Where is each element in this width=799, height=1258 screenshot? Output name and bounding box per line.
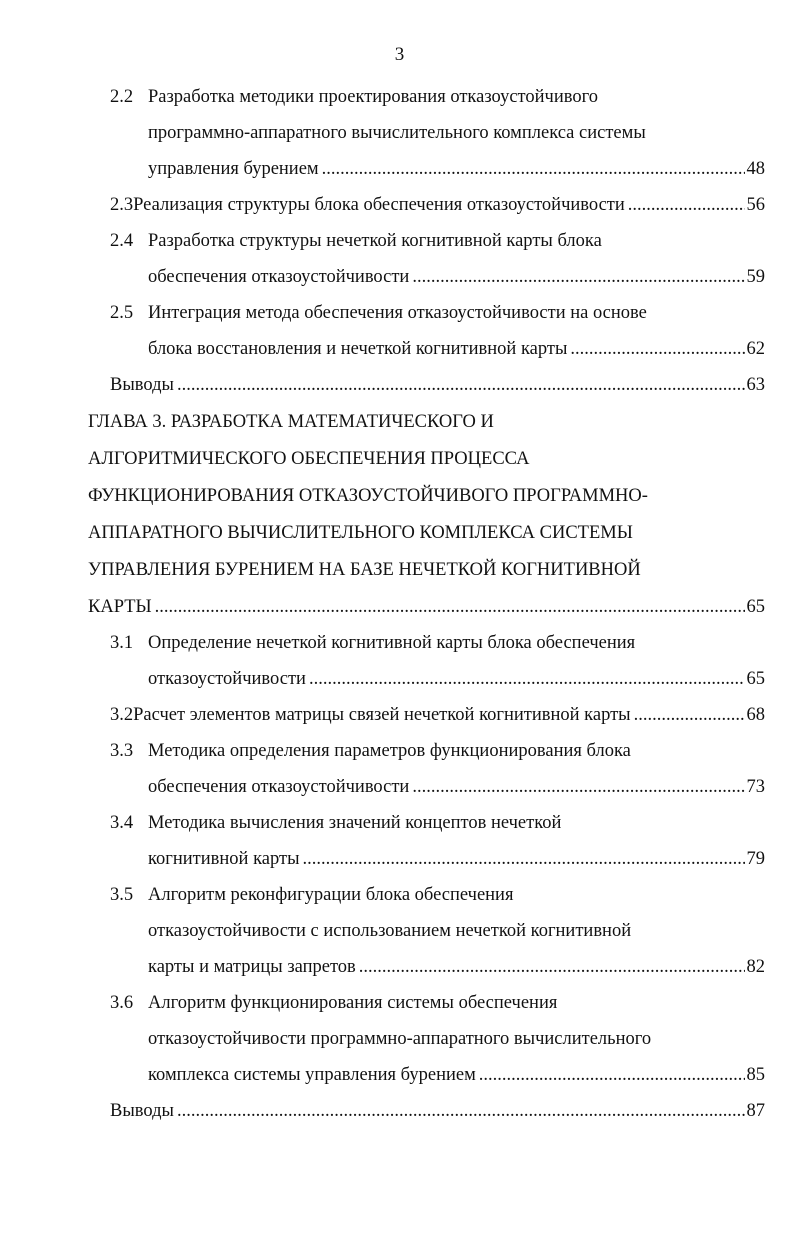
toc-entry-title: управления бурением (148, 159, 319, 179)
toc-entry-title: Методика вычисления значений концептов нечеткой (148, 813, 562, 833)
toc-entry-title: Методика определения параметров функционирования блока (148, 741, 631, 761)
toc-page-number: 62 (746, 339, 765, 359)
toc-entry-title: Расчет элементов матрицы связей нечеткой когнитивной карты (133, 705, 631, 725)
dot-leader (570, 336, 744, 362)
toc-chapter-title: АППАРАТНОГО ВЫЧИСЛИТЕЛЬНОГО КОМПЛЕКСА СИСТЕМЫ (88, 523, 633, 543)
dot-leader (309, 666, 745, 692)
toc-entry-3-5-line-1 (110, 882, 765, 908)
toc-entry-title: обеспечения отказоустойчивости (148, 267, 410, 287)
toc-chapter-3-line-1 (88, 409, 765, 435)
toc-entry-3-2 (110, 702, 765, 728)
toc-chapter-3-line-3 (88, 483, 765, 509)
toc-chapter-title: ФУНКЦИОНИРОВАНИЯ ОТКАЗОУСТОЙЧИВОГО ПРОГРАММНО- (88, 486, 648, 506)
dot-leader (322, 156, 745, 182)
toc-entry-2-4-line-1 (110, 228, 765, 254)
dot-leader (303, 846, 745, 872)
toc-entry-2-2-line-3 (148, 156, 765, 182)
toc-chapter-title: ГЛАВА 3. РАЗРАБОТКА МАТЕМАТИЧЕСКОГО И (88, 412, 494, 432)
toc-entry-3-5-line-3 (148, 954, 765, 980)
toc-entry-2-2-line-1 (110, 84, 765, 110)
dot-leader (634, 702, 745, 728)
toc-entry-3-6-line-1 (110, 990, 765, 1016)
toc-entry-title: Алгоритм функционирования системы обеспечения (148, 993, 558, 1013)
toc-entry-title: отказоустойчивости программно-аппаратного вычислительного (148, 1029, 652, 1049)
toc-chapter-3-line-4 (88, 520, 765, 546)
toc-entry-number: 2.2 (110, 87, 134, 107)
toc-entry-title: отказоустойчивости (148, 669, 306, 689)
toc-chapter-title: АЛГОРИТМИЧЕСКОГО ОБЕСПЕЧЕНИЯ ПРОЦЕССА (88, 449, 530, 469)
toc-page-number: 82 (746, 957, 765, 977)
toc-chapter-3-line-2 (88, 446, 765, 472)
toc-entry-title: комплекса системы управления бурением (148, 1065, 476, 1085)
toc-chapter-3-line-6 (88, 594, 765, 620)
toc-page-number: 48 (746, 159, 765, 179)
toc-chapter-title: УПРАВЛЕНИЯ БУРЕНИЕМ НА БАЗЕ НЕЧЕТКОЙ КОГНИТИВНОЙ (88, 560, 641, 580)
toc-entry-number: 3.2 (110, 705, 134, 725)
toc-page-number: 65 (746, 597, 765, 617)
toc-entry-title: Интеграция метода обеспечения отказоустойчивости на основе (148, 303, 647, 323)
toc-entry-number: 2.3 (110, 195, 134, 215)
toc-entry-title: программно-аппаратного вычислительного комплекса системы (148, 123, 646, 143)
dot-leader (628, 192, 745, 218)
toc-entry-2-4-line-2 (148, 264, 765, 290)
toc-entry-number: 2.4 (110, 231, 134, 251)
toc-page-number: 56 (746, 195, 765, 215)
toc-entry-title: блока восстановления и нечеткой когнитивной карты (148, 339, 568, 359)
toc-entry-2-5-line-2 (148, 336, 765, 362)
toc-entry-title: Разработка методики проектирования отказоустойчивого (148, 87, 598, 107)
toc-entry-3-4-line-2 (148, 846, 765, 872)
toc-entry-number: 3.6 (110, 993, 134, 1013)
toc-page-number: 63 (746, 375, 765, 395)
toc-entry-3-3-line-1 (110, 738, 765, 764)
toc-entry-3-1-line-1 (110, 630, 765, 656)
toc-entry-3-6-line-3 (148, 1062, 765, 1088)
toc-entry-3-4-line-1 (110, 810, 765, 836)
toc-entry-3-5-line-2 (148, 918, 765, 944)
toc-entry-2-3 (110, 192, 765, 218)
toc-entry-conclusions-ch2 (110, 372, 765, 398)
toc-page-number: 68 (746, 705, 765, 725)
toc-chapter-3-line-5 (88, 557, 765, 583)
toc-entry-number: 3.1 (110, 633, 134, 653)
dot-leader (359, 954, 745, 980)
toc-chapter-title: КАРТЫ (88, 597, 152, 617)
toc-entry-title: Разработка структуры нечеткой когнитивной карты блока (148, 231, 602, 251)
toc-entry-title: Определение нечеткой когнитивной карты блока обеспечения (148, 633, 636, 653)
dot-leader (177, 1098, 745, 1124)
dot-leader (479, 1062, 745, 1088)
toc-entry-3-6-line-2 (148, 1026, 765, 1052)
toc-page-number: 87 (746, 1101, 765, 1121)
toc-entry-title: обеспечения отказоустойчивости (148, 777, 410, 797)
toc-page-number: 79 (746, 849, 765, 869)
toc-entry-3-3-line-2 (148, 774, 765, 800)
dot-leader (155, 594, 745, 620)
toc-page-number: 65 (746, 669, 765, 689)
toc-entry-title: Алгоритм реконфигурации блока обеспечения (148, 885, 514, 905)
toc-entry-conclusions-ch3 (110, 1098, 765, 1124)
toc-page-number: 59 (746, 267, 765, 287)
toc-entry-title: Выводы (110, 375, 174, 395)
dot-leader (412, 264, 744, 290)
toc-entry-title: когнитивной карты (148, 849, 300, 869)
dot-leader (412, 774, 744, 800)
toc-page-number: 73 (746, 777, 765, 797)
toc-entry-title: отказоустойчивости с использованием нечеткой когнитивной (148, 921, 632, 941)
toc-entry-number: 3.5 (110, 885, 134, 905)
toc-entry-title: карты и матрицы запретов (148, 957, 356, 977)
toc-entry-title: Реализация структуры блока обеспечения отказоустойчивости (133, 195, 625, 215)
toc-entry-number: 3.4 (110, 813, 134, 833)
toc-entry-2-5-line-1 (110, 300, 765, 326)
toc-entry-3-1-line-2 (148, 666, 765, 692)
dot-leader (177, 372, 745, 398)
toc-entry-title: Выводы (110, 1101, 174, 1121)
toc-entry-number: 2.5 (110, 303, 134, 323)
toc-entry-2-2-line-2 (148, 120, 765, 146)
toc-entry-number: 3.3 (110, 741, 134, 761)
toc-page-number: 85 (746, 1065, 765, 1085)
page-number: 3 (394, 44, 405, 65)
